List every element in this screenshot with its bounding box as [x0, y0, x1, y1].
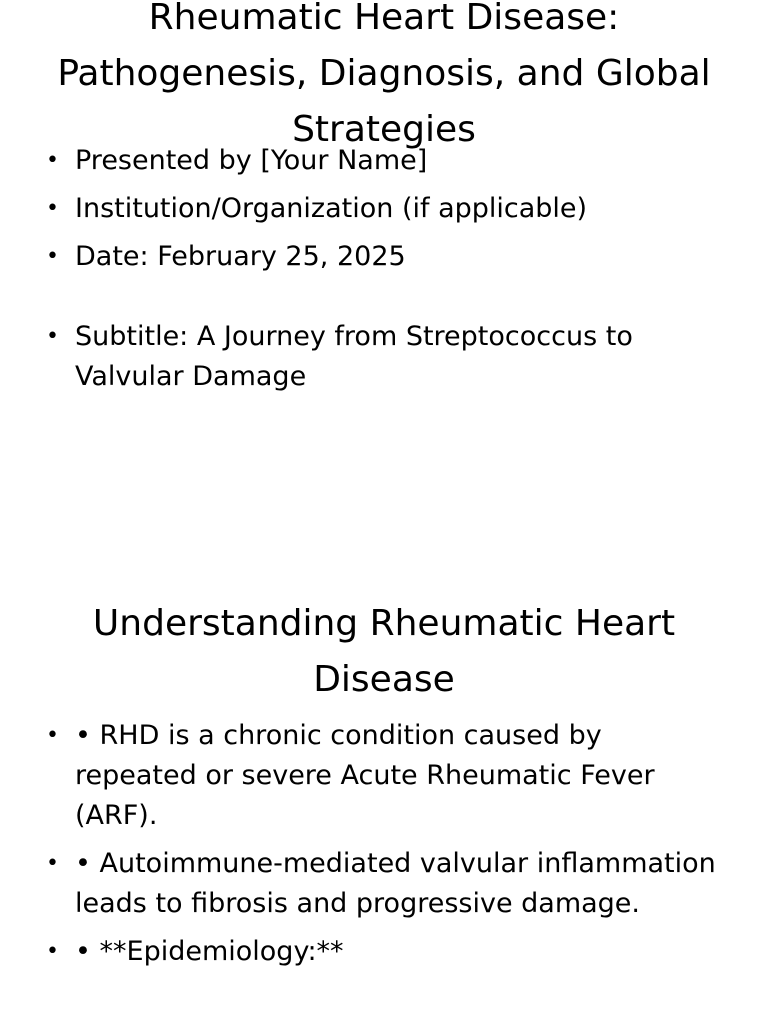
bullet-text: Institution/Organization (if applicable): [75, 193, 588, 224]
title-slide-bullet-list: [46, 141, 726, 405]
bullet-text: • **Epidemiology:**: [75, 936, 344, 967]
slide-title-heading: Rheumatic Heart Disease: Pathogenesis, Diagnosis, and Global Strategies: [57, 0, 711, 150]
bullet-mechanism: [46, 844, 726, 924]
bullet-dot: •: [46, 939, 59, 964]
bullet-text: • Autoimmune-mediated valvular inflammation leads to fibrosis and progressive damage.: [75, 848, 716, 919]
bullet-date: [46, 237, 726, 277]
slide-heading: Understanding Rheumatic Heart Disease: [92, 603, 676, 700]
bullet-institution: [46, 189, 726, 229]
content-bullet-list: [46, 716, 726, 980]
bullet-text: • RHD is a chronic condition caused by repeated or severe Acute Rheumatic Fever (ARF).: [75, 720, 655, 831]
bullet-dot: •: [46, 148, 59, 173]
bullet-text: Presented by [Your Name]: [75, 145, 428, 176]
bullet-dot: •: [46, 196, 59, 221]
slide-understanding-rhd: [0, 576, 768, 1024]
bullet-text: Subtitle: A Journey from Streptococcus to Valvular Damage: [75, 321, 633, 392]
bullet-dot: •: [46, 324, 59, 349]
bullet-presenter: [46, 141, 726, 181]
bullet-definition: [46, 716, 726, 836]
bullet-epidemiology: [46, 932, 726, 972]
bullet-dot: •: [46, 851, 59, 876]
bullet-subtitle: [46, 317, 726, 397]
bullet-text: Date: February 25, 2025: [75, 241, 406, 272]
bullet-dot: •: [46, 244, 59, 269]
bullet-dot: •: [46, 723, 59, 748]
